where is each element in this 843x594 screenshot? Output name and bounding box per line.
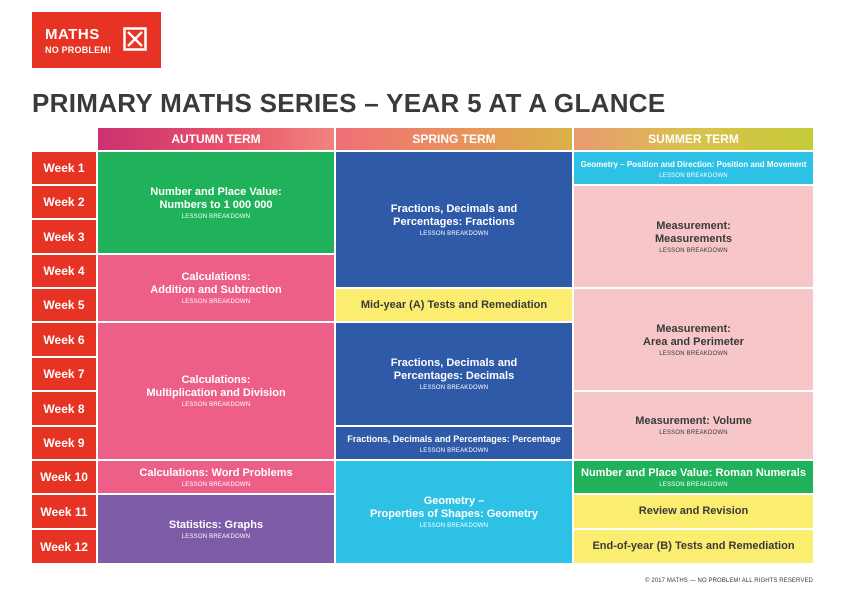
summer-term-label: SUMMER TERM — [648, 132, 739, 146]
spring-term-label: SPRING TERM — [412, 132, 496, 146]
page-title: PRIMARY MATHS SERIES – YEAR 5 AT A GLANCE — [32, 88, 666, 118]
block-title: Number and Place Value: Numbers to 1 000 000 — [150, 185, 282, 211]
logo-cross-icon — [123, 27, 147, 51]
block-title: Review and Revision — [638, 505, 749, 517]
spring-block-mid-year-tests[interactable] — [336, 289, 572, 321]
week-label: Week 12 — [32, 530, 96, 563]
block-title: Calculations: Word Problems — [139, 466, 293, 479]
autumn-block-multiplication-division[interactable] — [98, 323, 334, 459]
block-title: Geometry – Properties of Shapes: Geometry — [369, 495, 539, 520]
block-title: Calculations: Addition and Subtraction — [150, 271, 282, 296]
summer-block-area-perimeter[interactable] — [574, 289, 813, 390]
block-title: Calculations: Multiplication and Division — [146, 374, 286, 399]
block-title: Statistics: Graphs — [168, 518, 264, 531]
spring-block-fractions[interactable] — [336, 152, 572, 287]
lesson-breakdown-link[interactable]: LESSON BREAKDOWN — [181, 299, 251, 305]
summer-term-header — [574, 128, 813, 150]
spring-block-decimals[interactable] — [336, 323, 572, 425]
summer-block-position-direction[interactable] — [574, 152, 813, 184]
lesson-breakdown-link[interactable]: LESSON BREAKDOWN — [659, 430, 728, 436]
lesson-breakdown-link[interactable]: LESSON BREAKDOWN — [659, 350, 728, 357]
summer-block-volume[interactable] — [574, 392, 813, 459]
autumn-block-place-value[interactable] — [98, 152, 334, 253]
autumn-term-header — [98, 128, 334, 150]
lesson-breakdown-link[interactable]: LESSON BREAKDOWN — [419, 385, 489, 391]
lesson-breakdown-link[interactable]: LESSON BREAKDOWN — [181, 213, 251, 220]
brand-logo — [32, 12, 161, 68]
week-label: Week 8 — [32, 392, 96, 425]
lesson-breakdown-link[interactable]: LESSON BREAKDOWN — [181, 533, 251, 540]
week-label: Week 10 — [32, 461, 96, 493]
summer-block-review-revision[interactable] — [574, 495, 813, 528]
autumn-block-word-problems[interactable] — [98, 461, 334, 493]
lesson-breakdown-link[interactable]: LESSON BREAKDOWN — [181, 402, 251, 408]
lesson-breakdown-link[interactable]: LESSON BREAKDOWN — [419, 447, 489, 454]
summer-block-roman-numerals[interactable] — [574, 461, 813, 493]
lesson-breakdown-link[interactable]: LESSON BREAKDOWN — [419, 230, 489, 237]
block-title: Geometry – Position and Direction: Position and Movement — [580, 159, 807, 169]
logo-line-1: MATHS — [45, 26, 100, 43]
block-title: Measurement: Area and Perimeter — [643, 322, 744, 348]
spring-term-header — [336, 128, 572, 150]
week-label: Week 11 — [32, 495, 96, 528]
block-title: Number and Place Value: Roman Numerals — [581, 466, 806, 479]
week-label: Week 7 — [32, 358, 96, 390]
week-label: Week 2 — [32, 186, 96, 218]
lesson-breakdown-link[interactable]: LESSON BREAKDOWN — [659, 172, 728, 179]
lesson-breakdown-link[interactable]: LESSON BREAKDOWN — [181, 481, 251, 488]
week-label: Week 6 — [32, 323, 96, 356]
autumn-block-addition-subtraction[interactable] — [98, 255, 334, 321]
week-label: Week 4 — [32, 255, 96, 287]
lesson-breakdown-link[interactable]: LESSON BREAKDOWN — [419, 523, 489, 529]
copyright-footer: © 2017 MATHS — NO PROBLEM! ALL RIGHTS RESERVED — [645, 578, 813, 584]
week-label: Week 5 — [32, 289, 96, 321]
block-title: End-of-year (B) Tests and Remediation — [592, 540, 795, 552]
block-title: Mid-year (A) Tests and Remediation — [360, 298, 548, 311]
autumn-block-statistics[interactable] — [98, 495, 334, 563]
block-title: Measurement: Measurements — [654, 219, 733, 245]
summer-block-measurements[interactable] — [574, 186, 813, 287]
block-title: Fractions, Decimals and Percentages: Percentage — [347, 433, 561, 444]
lesson-breakdown-link[interactable]: LESSON BREAKDOWN — [659, 247, 728, 254]
week-label: Week 3 — [32, 220, 96, 253]
week-label: Week 1 — [32, 152, 96, 184]
summer-block-end-of-year-tests[interactable] — [574, 530, 813, 563]
block-title: Fractions, Decimals and Percentages: Decimals — [390, 357, 518, 382]
spring-block-geometry[interactable] — [336, 461, 572, 563]
autumn-term-label: AUTUMN TERM — [171, 132, 261, 146]
lesson-breakdown-link[interactable]: LESSON BREAKDOWN — [659, 481, 728, 488]
block-title: Fractions, Decimals and Percentages: Fractions — [390, 202, 518, 228]
week-label: Week 9 — [32, 427, 96, 459]
spring-block-percentage[interactable] — [336, 427, 572, 459]
block-title: Measurement: Volume — [635, 415, 752, 427]
logo-line-2: NO PROBLEM! — [45, 45, 112, 55]
